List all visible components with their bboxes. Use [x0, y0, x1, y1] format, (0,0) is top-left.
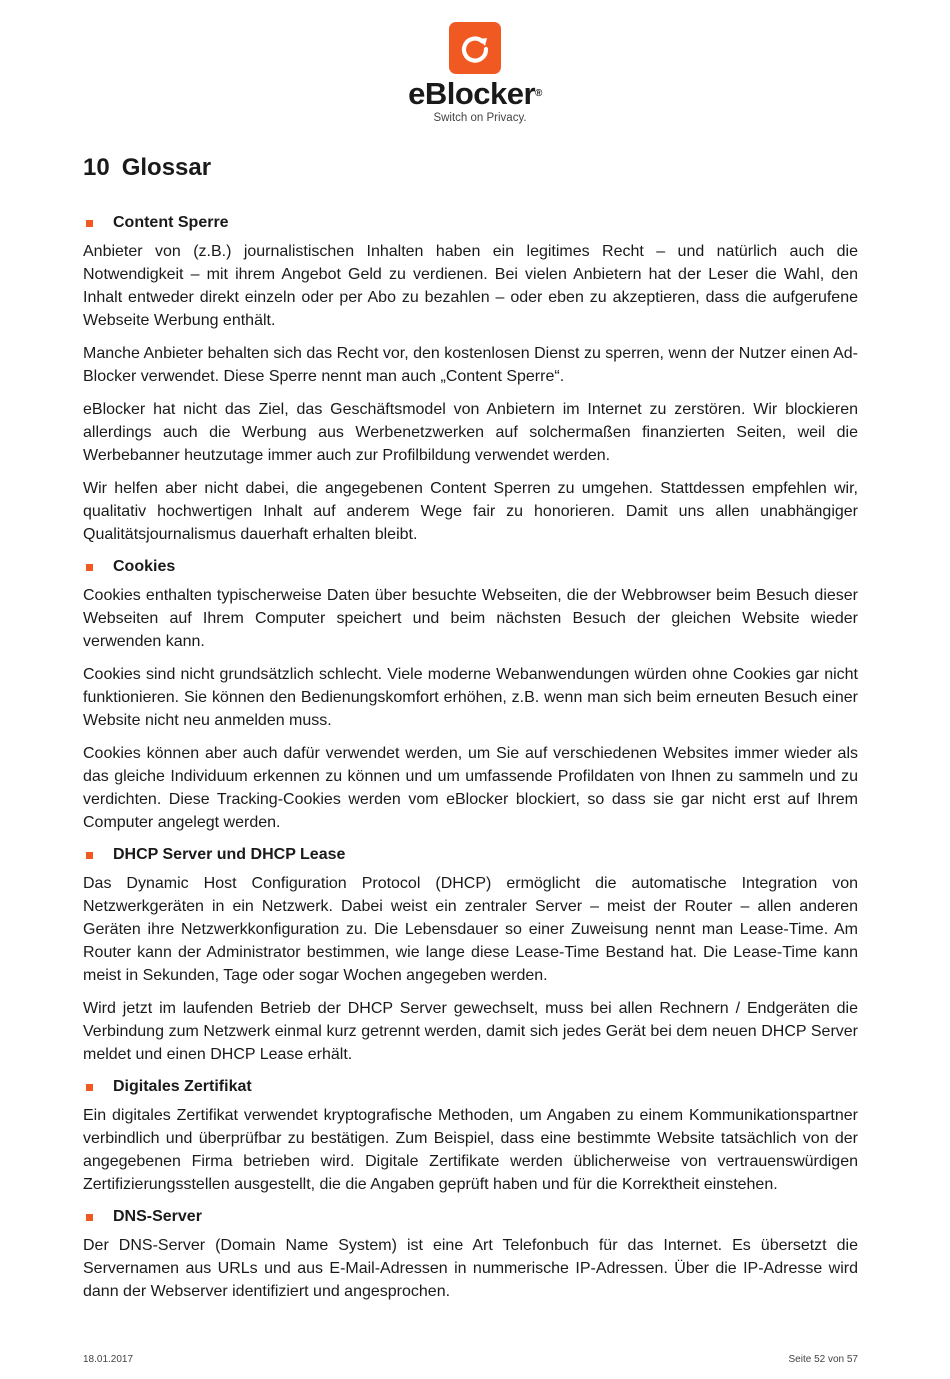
entry-paragraph: Cookies sind nicht grundsätzlich schlecht. Viele moderne Webanwendungen würden ohne Cookies gar nicht funktionieren. Sie können den Bedienungskomfort erhöhen, z.B. wenn man sich beim erneuten Besuch einer Website nicht neu anmelden muss. — [83, 666, 858, 729]
brand-tagline: Switch on Privacy. — [433, 112, 527, 124]
square-bullet-icon — [86, 220, 93, 227]
entry-heading — [83, 212, 858, 234]
square-bullet-icon — [86, 1084, 93, 1091]
entry-heading — [83, 1076, 858, 1098]
square-bullet-icon — [86, 564, 93, 571]
entry-heading — [83, 844, 858, 866]
entry-paragraph: Der DNS-Server (Domain Name System) ist eine Art Telefonbuch für das Internet. Es übersetzt die Servernamen aus URLs und aus E-Mail-Adressen in nummerische IP-Adressen. Über die IP-Adresse wird dann der Webserver identifiziert und angesprochen. — [83, 1237, 858, 1300]
glossary-entry-dhcp — [83, 844, 858, 1066]
entry-paragraph: Cookies können aber auch dafür verwendet werden, um Sie auf verschiedenen Websites immer wieder als das gleiche Individuum erkennen zu können und um umfassende Profildaten von Ihnen zu sammeln und zu verdichten. Diese Tracking-Cookies werden vom eBlocker blockiert, so dass sie gar nicht erst auf Ihrem Computer angelegt werden. — [83, 745, 858, 831]
glossary-entry-content-sperre — [83, 212, 858, 546]
footer-date: 18.01.2017 — [83, 1354, 134, 1365]
chapter-title: Glossar — [121, 154, 212, 181]
glossary-entry-dns-server — [83, 1206, 858, 1303]
entry-title: DHCP Server und DHCP Lease — [113, 846, 346, 863]
power-refresh-icon — [449, 22, 501, 74]
entry-heading — [83, 556, 858, 578]
entry-paragraph: Ein digitales Zertifikat verwendet kryptografische Methoden, um Angaben zu einem Kommunikationspartner verbindlich und überprüfbar zu bestätigen. Zum Beispiel, dass eine bestimmte Website tatsächlich von der angegebenen Firma betrieben wird. Digitale Zertifikate werden üblicherweise von vertrauenswürdigen Zertifizierungsstellen ausgestellt, die die Angaben geprüft haben und für die Korrektheit einstehen. — [83, 1107, 858, 1193]
entry-paragraph: Wird jetzt im laufenden Betrieb der DHCP Server gewechselt, muss bei allen Rechnern / Endgeräten die Verbindung zum Netzwerk einmal kurz getrennt werden, damit sich jedes Gerät bei dem neuen DHCP Server meldet und einen DHCP Lease erhält. — [83, 1000, 858, 1063]
glossary-entry-digitales-zertifikat — [83, 1076, 858, 1196]
entry-heading — [83, 1206, 858, 1228]
entry-title: DNS-Server — [113, 1208, 202, 1225]
entry-title: Digitales Zertifikat — [113, 1078, 252, 1095]
entry-paragraph: eBlocker hat nicht das Ziel, das Geschäftsmodel von Anbietern im Internet zu zerstören. Wir blockieren allerdings auch die Werbung aus Werbenetzwerken auf solchermaßen finanzierten Seiten, weil die Werbebanner heutzutage immer auch zur Profilbildung verwendet werden. — [83, 401, 858, 464]
chapter-number: 10 — [83, 154, 110, 181]
entry-title: Cookies — [113, 558, 176, 575]
entry-paragraph: Anbieter von (z.B.) journalistischen Inhalten haben ein legitimes Recht – und natürlich auch die Notwendigkeit – mit ihrem Angebot Geld zu verdienen. Bei vielen Anbietern hat der Leser die Wahl, den Inhalt entweder direkt einzeln oder per Abo zu bezahlen – oder eben zu akzeptieren, dass die aufgerufene Webseite Werbung enthält. — [83, 243, 858, 329]
entry-paragraph: Manche Anbieter behalten sich das Recht vor, den kostenlosen Dienst zu sperren, wenn der Nutzer einen Ad-Blocker verwendet. Diese Sperre nennt man auch „Content Sperre“. — [83, 345, 858, 385]
brand-logo — [0, 22, 950, 125]
entry-paragraph: Wir helfen aber nicht dabei, die angegebenen Content Sperren zu umgehen. Stattdessen empfehlen wir, qualitativ hochwertigen Inhalt auf anderem Wege fair zu honorieren. Damit uns allen unabhängiger Qualitätsjournalismus dauerhaft erhalten bleibt. — [83, 480, 858, 543]
entry-paragraph: Cookies enthalten typischerweise Daten über besuchte Webseiten, die der Webbrowser beim Besuch dieser Webseiten auf Ihrem Computer speichert und beim nächsten Besuch der gleichen Website wieder verwenden kann. — [83, 587, 858, 650]
chapter-heading — [83, 150, 858, 186]
page-footer — [83, 1354, 858, 1365]
brand-wordmark: eBlocker® — [408, 76, 542, 111]
square-bullet-icon — [86, 1214, 93, 1221]
entry-title: Content Sperre — [113, 214, 229, 231]
square-bullet-icon — [86, 852, 93, 859]
entry-paragraph: Das Dynamic Host Configuration Protocol (DHCP) ermöglicht die automatische Integration von Netzwerkgeräten in ein Netzwerk. Dabei weist ein zentraler Server – meist der Router – allen anderen Geräten ihre Netzwerkkonfiguration zu. Die Lebensdauer so einer Zuweisung nennt man Lease-Time. Am Router kann der Administrator bestimmen, wie lange diese Lease-Time Bestand hat. Die Lease-Time kann meist in Sekunden, Tage oder sogar Wochen angegeben werden. — [83, 875, 858, 984]
main-content — [83, 150, 858, 1313]
glossary-entry-cookies — [83, 556, 858, 834]
footer-page-number: Seite 52 von 57 — [788, 1354, 858, 1365]
